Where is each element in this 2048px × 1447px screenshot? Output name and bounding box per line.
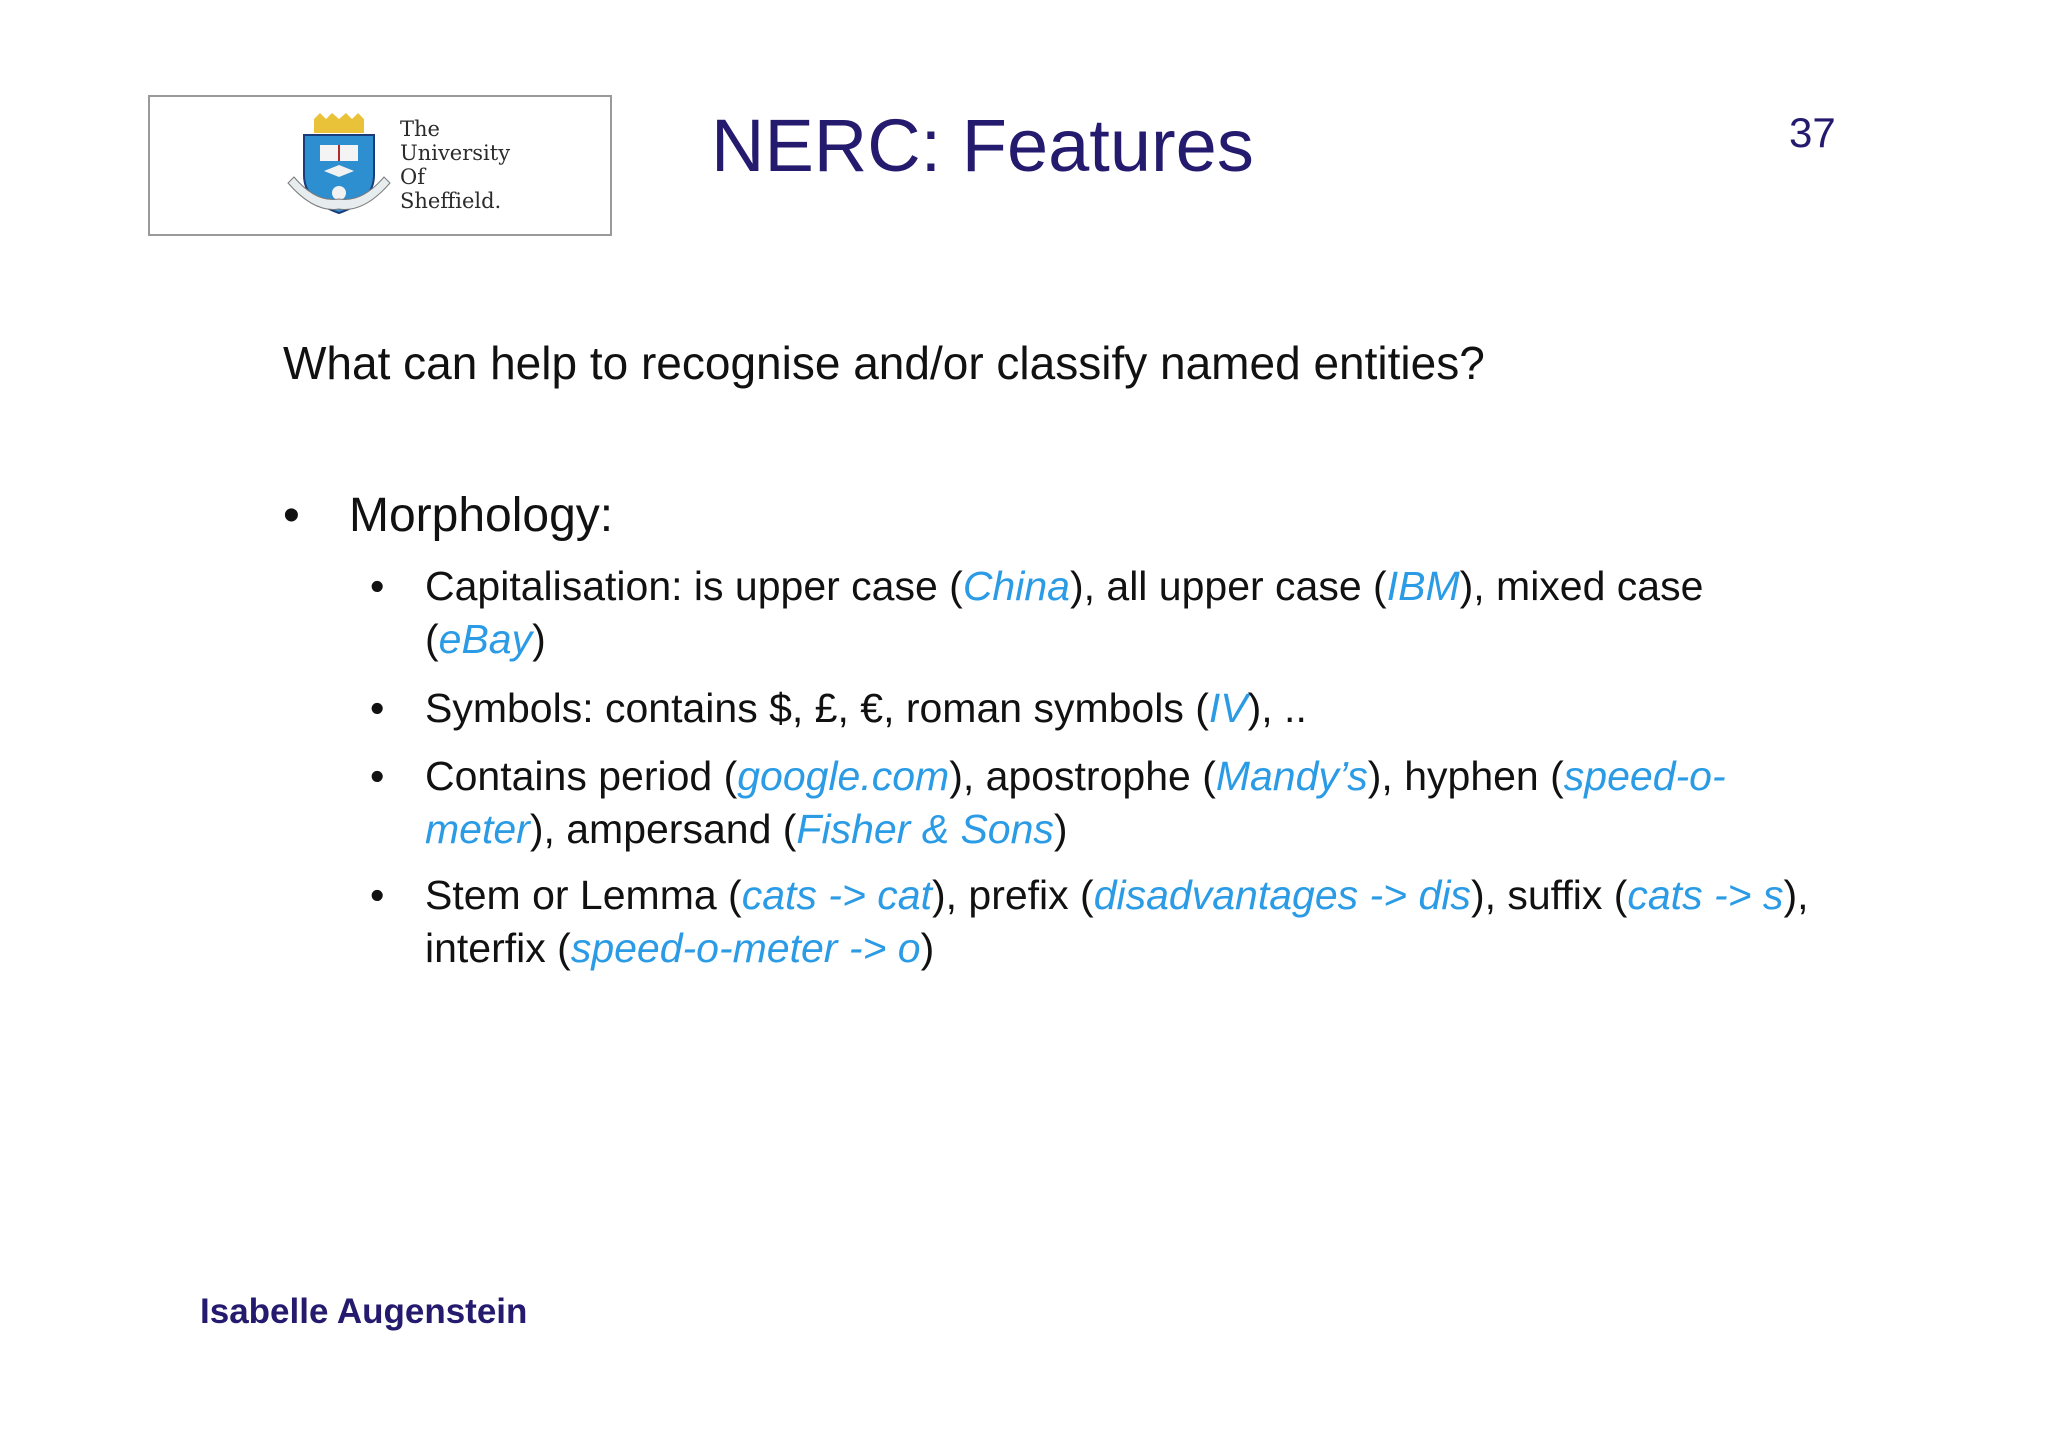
body-text: ), hyphen ( bbox=[1367, 753, 1564, 799]
author-name: Isabelle Augenstein bbox=[200, 1292, 528, 1331]
bullet-dot: • bbox=[370, 872, 385, 918]
sub-bullet-text bbox=[425, 560, 1830, 666]
example-term: IBM bbox=[1386, 563, 1460, 609]
example-term: eBay bbox=[438, 616, 533, 662]
body-text: ) bbox=[920, 925, 935, 971]
body-text: ), ampersand ( bbox=[529, 806, 797, 852]
body-text: Capitalisation: is upper case ( bbox=[425, 563, 963, 609]
example-term: Fisher & Sons bbox=[796, 806, 1054, 852]
example-term: google.com bbox=[737, 753, 950, 799]
body-text: ), .. bbox=[1247, 685, 1307, 731]
main-bullet-label: Morphology: bbox=[349, 489, 614, 542]
body-text: Contains period ( bbox=[425, 753, 738, 799]
body-text: ) bbox=[532, 616, 546, 662]
question-text: What can help to recognise and/or classify named entities? bbox=[283, 337, 1485, 389]
sub-bullet-text bbox=[425, 682, 1830, 735]
university-name-line: University bbox=[400, 141, 511, 165]
example-term: cats -> cat bbox=[741, 872, 932, 918]
body-text: ), interfix ( bbox=[425, 872, 1809, 971]
body-text: ), prefix ( bbox=[931, 872, 1094, 918]
body-text: ) bbox=[1053, 806, 1068, 852]
university-name-line: Sheffield. bbox=[400, 189, 502, 213]
example-term: Mandy’s bbox=[1215, 753, 1368, 799]
bullet-dot: • bbox=[283, 489, 300, 542]
university-logo bbox=[148, 95, 612, 236]
university-name bbox=[400, 117, 510, 213]
bullet-dot: • bbox=[370, 753, 385, 799]
body-text: ), suffix ( bbox=[1470, 872, 1628, 918]
slide-number: 37 bbox=[1789, 109, 1836, 156]
example-term: disadvantages -> dis bbox=[1093, 872, 1471, 918]
example-term: IV bbox=[1208, 685, 1248, 731]
slide-title: NERC: Features bbox=[711, 104, 1254, 187]
body-text: ), apostrophe ( bbox=[949, 753, 1216, 799]
bullet-dot: • bbox=[370, 685, 385, 731]
university-crest-icon bbox=[284, 113, 394, 223]
body-text: Stem or Lemma ( bbox=[425, 872, 742, 918]
example-term: speed-o-meter -> o bbox=[570, 925, 921, 971]
university-name-line: Of bbox=[400, 165, 425, 189]
example-term: speed-o-meter bbox=[425, 753, 1726, 852]
example-term: China bbox=[962, 563, 1070, 609]
body-text: ), all upper case ( bbox=[1069, 563, 1387, 609]
sub-bullet-text bbox=[425, 869, 1830, 975]
example-term: cats -> s bbox=[1627, 872, 1784, 918]
bullet-dot: • bbox=[370, 563, 385, 609]
body-text: ), mixed case ( bbox=[425, 563, 1704, 662]
sub-bullet-text bbox=[425, 750, 1830, 856]
university-name-line: The bbox=[400, 117, 440, 141]
body-text: Symbols: contains $, £, €, roman symbols ( bbox=[425, 685, 1209, 731]
